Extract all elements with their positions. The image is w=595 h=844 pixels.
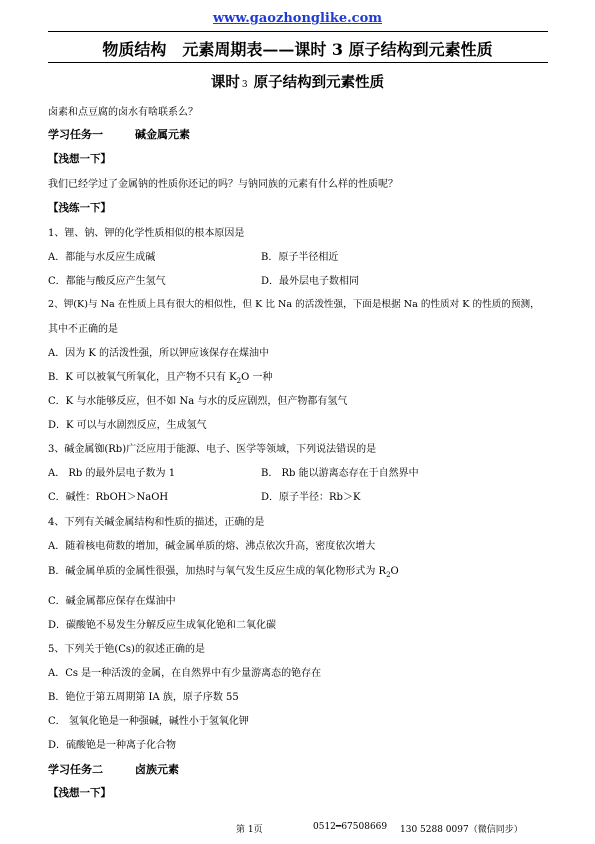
q3-option-d: D．原子半径：Rb＞K xyxy=(261,492,361,503)
q2-option-c: C．K 与水能够反应，但不如 Na 与水的反应剧烈，但产物都有氢气 xyxy=(48,396,348,407)
q1-option-b: B．原子半径相近 xyxy=(261,252,339,263)
q4-option-b-tail: O xyxy=(390,566,399,577)
q1-option-a: A．都能与水反应生成碱 xyxy=(48,252,156,263)
q3-stem: 3、碱金属铷(Rb)广泛应用于能源、电子、医学等领域，下列说法错误的是 xyxy=(48,444,377,455)
lesson-number: 3 xyxy=(241,80,248,90)
q2-option-b-subscript: 2 xyxy=(236,377,242,385)
q1-option-d: D．最外层电子数相同 xyxy=(261,276,360,287)
q2-stem-line1: 2、钾(K)与 Na 在性质上具有很大的相似性，但 K 比 Na 的活泼性强，下面是根据 Na 的性质对 K 的性质的预测， xyxy=(48,299,540,310)
q3-option-a: A． Rb 的最外层电子数为 1 xyxy=(48,468,176,479)
q2-option-a: A．因为 K 的活泼性强，所以钾应该保存在煤油中 xyxy=(48,348,270,359)
q1-stem: 1、锂、钠、钾的化学性质相似的根本原因是 xyxy=(48,228,245,239)
document-title: 物质结构 元素周期表——课时 3 原子结构到元素性质 xyxy=(102,40,493,59)
page-number: 第 1页 xyxy=(236,825,263,835)
q3-option-b: B． Rb 能以游离态存在于自然界中 xyxy=(261,468,419,479)
q4-option-b-subscript: 2 xyxy=(386,571,391,579)
q2-option-d: D．K 可以与水剧烈反应，生成氢气 xyxy=(48,420,207,431)
q4-option-b-text: B．碱金属单质的金属性很强，加热时与氧气发生反应生成的氧化物形式为 R xyxy=(48,566,387,577)
q2-stem-line2: 其中不正确的是 xyxy=(48,324,118,335)
q5-option-b: B．铯位于第五周期第 IA 族，原子序数 55 xyxy=(48,692,239,703)
practice-heading: 【浅练一下】 xyxy=(48,202,111,214)
intro-question: 卤素和点豆腐的卤水有啥联系么？ xyxy=(48,107,198,118)
footer-phone: 0512━67508669 xyxy=(313,822,388,832)
task1-name: 碱金属元素 xyxy=(135,128,190,141)
footer-mobile: 130 5288 0097（微信同步） xyxy=(400,825,523,835)
q5-stem: 5、下列关于铯(Cs)的叙述正确的是 xyxy=(48,644,205,655)
q3-option-c: C．碱性：RbOH＞NaOH xyxy=(48,492,169,503)
q5-option-c: C． 氢氧化铯是一种强碱，碱性小于氢氧化钾 xyxy=(48,716,249,727)
site-url-link[interactable]: www.gaozhonglike.com xyxy=(212,11,383,26)
header-rule-top xyxy=(48,31,548,32)
q4-option-a: A．随着核电荷数的增加，碱金属单质的熔、沸点依次升高，密度依次增大 xyxy=(48,541,376,552)
lesson-title-text: 原子结构到元素性质 xyxy=(253,74,385,91)
q4-stem: 4、下列有关碱金属结构和性质的描述，正确的是 xyxy=(48,517,265,528)
q2-option-b-tail: O 一种 xyxy=(241,372,273,383)
task2-name: 卤族元素 xyxy=(135,763,179,776)
think-question: 我们已经学过了金属钠的性质你还记的吗？与钠同族的元素有什么样的性质呢？ xyxy=(48,179,398,190)
think-heading-2: 【浅想一下】 xyxy=(48,787,111,799)
q4-option-d: D．碳酸铯不易发生分解反应生成氧化铯和二氧化碳 xyxy=(48,620,277,631)
task2-label: 学习任务二 xyxy=(48,763,103,776)
lesson-title xyxy=(0,71,595,92)
lesson-title-prefix: 课时 xyxy=(210,74,240,91)
q5-option-d: D．硫酸铯是一种离子化合物 xyxy=(48,740,177,751)
think-heading: 【浅想一下】 xyxy=(48,153,111,165)
task1-heading xyxy=(48,126,190,142)
q1-option-c: C．都能与酸反应产生氢气 xyxy=(48,276,166,287)
q4-option-c: C．碱金属都应保存在煤油中 xyxy=(48,596,176,607)
q4-option-b xyxy=(48,562,399,579)
q5-option-a: A．Cs 是一种活泼的金属，在自然界中有少量游离态的铯存在 xyxy=(48,668,322,679)
q2-option-b-text: B．K 可以被氧气所氧化，且产物不只有 K xyxy=(48,372,237,383)
task2-heading xyxy=(48,761,179,777)
header-rule-bottom xyxy=(48,62,548,63)
task1-label: 学习任务一 xyxy=(48,128,103,141)
q2-option-b xyxy=(48,368,273,385)
